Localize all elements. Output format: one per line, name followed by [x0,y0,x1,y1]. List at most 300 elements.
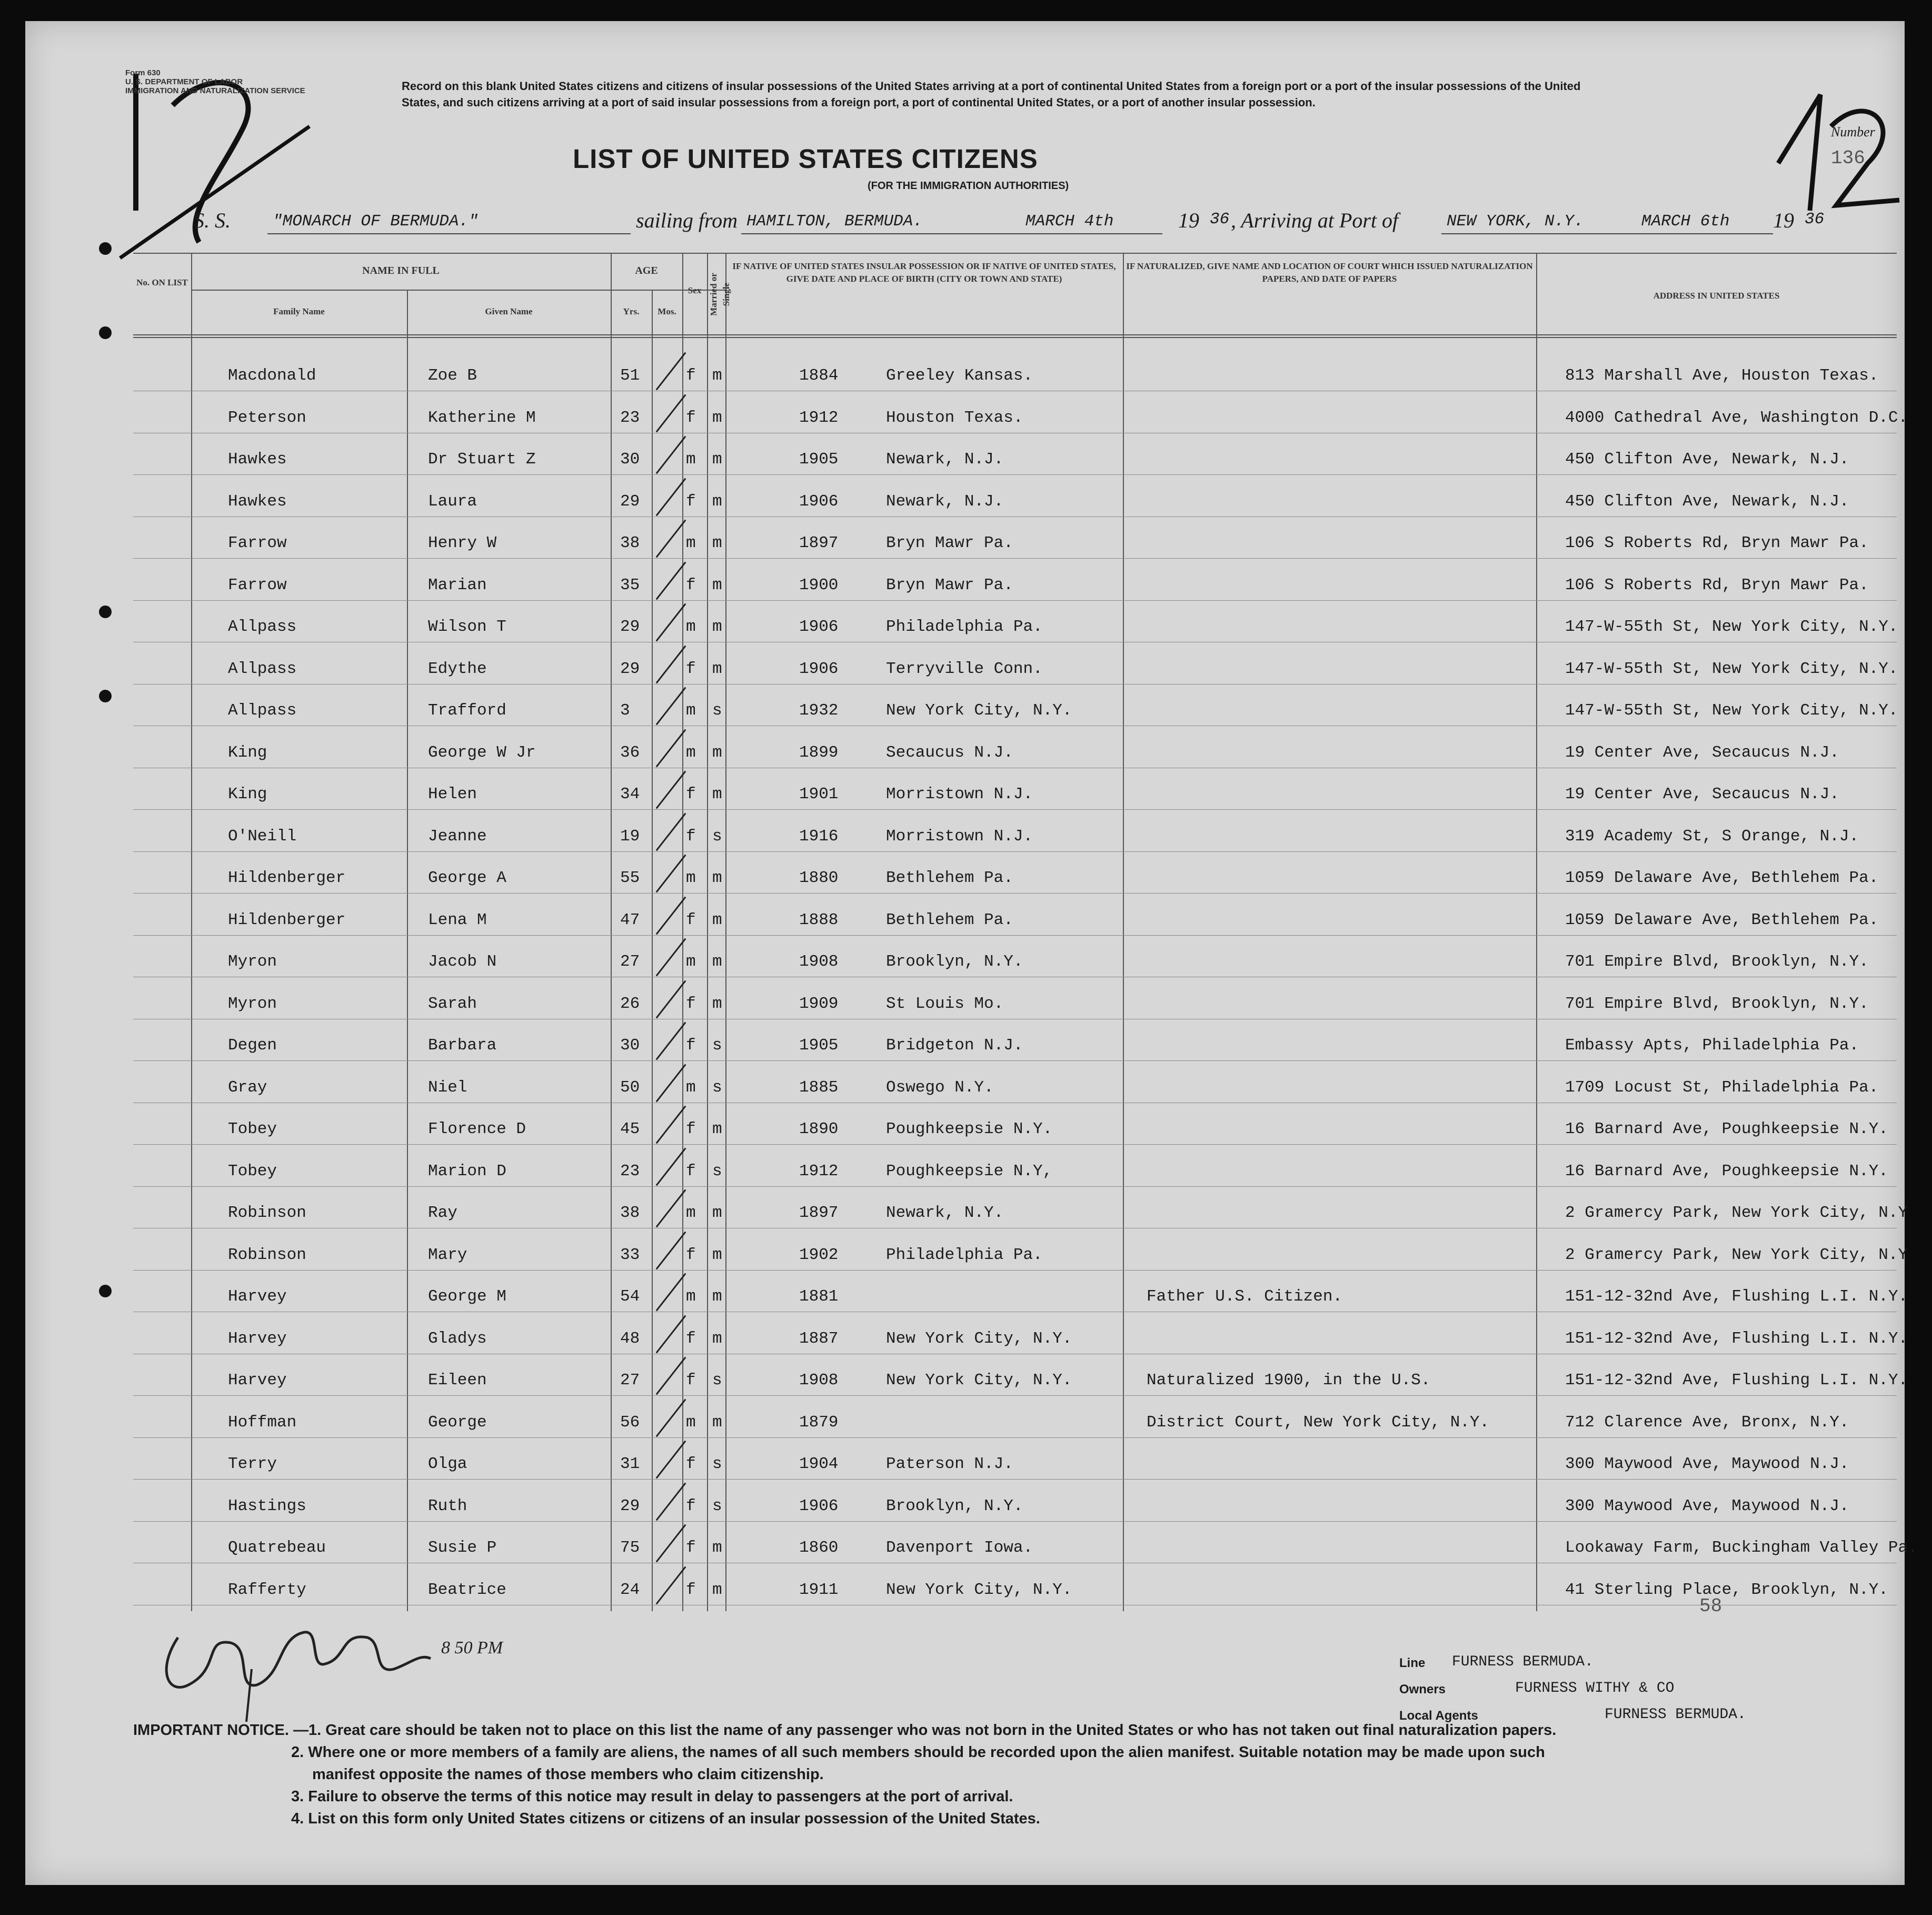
birth-year: 1905 [799,450,839,469]
given-name: George A [428,869,506,887]
table-row [133,1106,1897,1147]
pencil-check-mark [656,1357,686,1395]
sex: m [686,869,696,887]
marital-status: s [712,827,722,846]
sex: m [686,618,696,636]
given-name: Henry W [428,534,497,552]
birth-place: Greeley Kansas. [886,366,1033,385]
pencil-check-mark [656,855,686,893]
table-row [133,436,1897,478]
table-row [133,1190,1908,1231]
agents-label: Local Agents [1399,1709,1478,1723]
pencil-check-mark [656,938,686,977]
age-years: 29 [620,659,640,678]
marital-status: m [712,450,722,469]
family-name: Hildenberger [228,910,346,929]
naturalization: Naturalized 1900, in the U.S. [1147,1371,1431,1390]
table-row [133,520,1897,561]
age-years: 3 [620,701,630,720]
pencil-check-mark [656,478,686,516]
sex: f [686,1120,696,1138]
birth-place: Oswego N.Y. [886,1078,994,1097]
birth-place: Bryn Mawr Pa. [886,576,1013,594]
birth-year: 1880 [799,869,839,887]
birth-year: 1884 [799,366,839,385]
marital-status: m [712,952,722,971]
table-row [133,1357,1908,1398]
table-row [133,604,1897,645]
birth-place: Bryn Mawr Pa. [886,534,1013,552]
birth-year: 1887 [799,1329,839,1348]
important-notice: IMPORTANT NOTICE. —1. Great care should be taken not to place on this list the name of any passenger who was not born in the United States or who has not taken out final naturalization papers. 2. Where one or more members of a family are aliens, the names of all such members should be recorded upon the alien manifest. Suitable notation may be made upon such manifest opposite the names of those members who claim citizenship. 3. Failure to observe the terms of this notice may result in delay to passengers at the port of arrival. 4. List on this form only United States citizens or citizens of an insular possession of the United States. [133,1722,1557,1827]
table-row [133,771,1897,812]
age-years: 51 [620,366,640,385]
pencil-check-mark [656,520,686,558]
pencil-check-mark [656,1064,686,1102]
given-name: Katherine M [428,408,536,427]
given-name: Barbara [428,1036,497,1055]
col-sex-header: Sex [688,285,702,295]
age-years: 29 [620,492,640,511]
birth-year: 1890 [799,1120,839,1138]
marital-status: m [712,659,722,678]
pencil-check-mark [656,436,686,474]
address: 147-W-55th St, New York City, N.Y. [1565,701,1898,720]
age-years: 36 [620,743,640,762]
birth-place: Houston Texas. [886,408,1023,427]
marital-status: m [712,618,722,636]
address: 19 Center Ave, Secaucus N.J. [1565,743,1839,762]
notice-heading: IMPORTANT NOTICE. [133,1722,289,1739]
line-value: FURNESS BERMUDA. [1452,1654,1594,1670]
family-name: Hawkes [228,450,287,469]
marital-status: s [712,1496,722,1515]
arriving-label: , Arriving at Port of [1231,209,1399,232]
family-name: Tobey [228,1120,277,1138]
age-years: 31 [620,1455,640,1473]
sex: m [686,743,696,762]
age-years: 19 [620,827,640,846]
year-prefix-2: 19 [1773,209,1794,232]
pencil-check-mark [656,1482,686,1521]
given-name: Lena M [428,910,487,929]
marital-status: m [712,1287,722,1306]
address: 701 Empire Blvd, Brooklyn, N.Y. [1565,952,1869,971]
given-name: Susie P [428,1539,497,1557]
family-name: Allpass [228,618,297,636]
sex: m [686,1204,696,1222]
birth-year: 1905 [799,1036,839,1055]
family-name: O'Neill [228,827,297,846]
pencil-check-mark [656,352,686,391]
family-name: Allpass [228,701,297,720]
sex: m [686,450,696,469]
form-identifier: Form 630 U. S. DEPARTMENT OF LABOR IMMIGRATION AND NATURALIZATION SERVICE [125,68,305,95]
address: 712 Clarence Ave, Bronx, N.Y. [1565,1413,1849,1432]
marital-status: s [712,1078,722,1097]
birth-year: 1860 [799,1539,839,1557]
birth-year: 1904 [799,1455,839,1473]
col-yrs-header: Yrs. [623,306,640,316]
birth-year: 1900 [799,576,839,594]
page-title: LIST OF UNITED STATES CITIZENS [573,144,1038,174]
port-departure: HAMILTON, BERMUDA. [746,212,923,231]
naturalization: Father U.S. Citizen. [1147,1287,1343,1306]
sex: f [686,366,696,385]
family-name: Degen [228,1036,277,1055]
table-row [133,1567,1897,1608]
age-years: 23 [620,1162,640,1180]
birth-year: 1909 [799,994,839,1013]
age-years: 27 [620,952,640,971]
number-label: Number [1831,124,1875,140]
sex: m [686,952,696,971]
birth-place: New York City, N.Y. [886,1371,1072,1390]
table-row [133,730,1897,771]
sex: f [686,1036,696,1055]
address: Lookaway Farm, Buckingham Valley Pa. [1565,1539,1918,1557]
family-name: King [228,743,267,762]
age-years: 26 [620,994,640,1013]
pencil-check-mark [656,561,686,600]
table-row [133,1023,1897,1064]
voyage-line [178,208,1894,240]
address: 41 Sterling Place, Brooklyn, N.Y. [1565,1580,1888,1599]
marital-status: m [712,743,722,762]
birth-place: New York City, N.Y. [886,1580,1072,1599]
age-years: 47 [620,910,640,929]
pencil-check-mark [656,687,686,726]
sex: f [686,1455,696,1473]
given-name: George [428,1413,487,1432]
sex: m [686,1287,696,1306]
sex: f [686,910,696,929]
address: Embassy Apts, Philadelphia Pa. [1565,1036,1859,1055]
birth-place: Bethlehem Pa. [886,869,1013,887]
sex: f [686,827,696,846]
address: 300 Maywood Ave, Maywood N.J. [1565,1496,1849,1515]
marital-status: m [712,534,722,552]
col-birth-header: IF NATIVE OF UNITED STATES INSULAR POSSESSION OR IF NATIVE OF UNITED STATES, GIVE DATE AND PLACE OF BIRTH (CITY OR TOWN AND STATE) [732,261,1116,284]
ship-prefix: S. S. [194,209,231,232]
age-years: 29 [620,618,640,636]
pencil-check-mark [656,1441,686,1479]
col-family-header: Family Name [273,306,325,316]
birth-year: 1916 [799,827,839,846]
table-row [133,1274,1908,1315]
birth-year: 1911 [799,1580,839,1599]
birth-place: Secaucus N.J. [886,743,1013,762]
marital-status: m [712,1580,722,1599]
birth-year: 1932 [799,701,839,720]
birth-year: 1908 [799,1371,839,1390]
pencil-check-mark [656,394,686,432]
family-name: Gray [228,1078,267,1097]
sex: f [686,659,696,678]
family-name: Robinson [228,1204,306,1222]
family-name: Harvey [228,1287,287,1306]
birth-year: 1902 [799,1245,839,1264]
age-years: 38 [620,1204,640,1222]
marital-status: s [712,1036,722,1055]
col-mos-header: Mos. [658,306,676,316]
address: 1709 Locust St, Philadelphia Pa. [1565,1078,1879,1097]
birth-year: 1881 [799,1287,839,1306]
family-name: Hastings [228,1496,306,1515]
marital-status: m [712,869,722,887]
pencil-check-mark [656,812,686,851]
sex: f [686,1539,696,1557]
sex: f [686,1580,696,1599]
table-row [133,562,1897,603]
address: 1059 Delaware Ave, Bethlehem Pa. [1565,869,1879,887]
age-years: 56 [620,1413,640,1432]
given-name: Jeanne [428,827,487,846]
col-naturalized-header: IF NATURALIZED, GIVE NAME AND LOCATION OF COURT WHICH ISSUED NATURALIZATION PAPERS, AND DATE OF PAPERS [1126,261,1533,284]
agents-value: FURNESS BERMUDA. [1605,1706,1746,1723]
pencil-check-mark [656,603,686,642]
pencil-check-mark [656,1566,686,1604]
given-name: Edythe [428,659,487,678]
birth-place: Bridgeton N.J. [886,1036,1023,1055]
address: 16 Barnard Ave, Poughkeepsie N.Y. [1565,1120,1888,1138]
table-row [133,897,1897,938]
owners-value: FURNESS WITHY & CO [1515,1680,1675,1696]
year-prefix-1: 19 [1178,209,1199,232]
given-name: Trafford [428,701,506,720]
marital-status: s [712,1455,722,1473]
col-given-header: Given Name [485,306,533,316]
address: 147-W-55th St, New York City, N.Y. [1565,618,1898,636]
family-name: Tobey [228,1162,277,1180]
family-name: Harvey [228,1371,287,1390]
table-row [133,479,1897,520]
birth-year: 1912 [799,408,839,427]
address: 106 S Roberts Rd, Bryn Mawr Pa. [1565,576,1869,594]
address: 319 Academy St, S Orange, N.J. [1565,827,1859,846]
sex: f [686,785,696,803]
birth-year: 1885 [799,1078,839,1097]
col-address-header: ADDRESS IN UNITED STATES [1653,291,1780,301]
table-row [133,855,1897,896]
marital-status: m [712,408,722,427]
birth-place: Bethlehem Pa. [886,910,1013,929]
family-name: Farrow [228,576,287,594]
birth-year: 1906 [799,1496,839,1515]
age-years: 34 [620,785,640,803]
pencil-check-mark [656,645,686,683]
sailing-from-label: sailing from [636,209,738,232]
age-years: 45 [620,1120,640,1138]
passenger-table [133,253,1918,1611]
age-years: 35 [620,576,640,594]
age-years: 30 [620,1036,640,1055]
pencil-check-mark [656,1315,686,1353]
table-row [133,1483,1897,1524]
sex: f [686,994,696,1013]
departure-date: MARCH 4th [1025,212,1114,231]
family-name: Harvey [228,1329,287,1348]
given-name: Mary [428,1245,467,1264]
pencil-check-mark [656,729,686,767]
birth-place: Newark, N.J. [886,450,1004,469]
sex: m [686,701,696,720]
given-name: Dr Stuart Z [428,450,536,469]
family-name: Allpass [228,659,297,678]
sex: f [686,1371,696,1390]
departure-year: 36 [1210,210,1230,229]
table-row [133,646,1897,687]
birth-year: 1908 [799,952,839,971]
family-name: King [228,785,267,803]
sex: f [686,492,696,511]
pencil-check-mark [656,1022,686,1060]
birth-place: New York City, N.Y. [886,1329,1072,1348]
address: 4000 Cathedral Ave, Washington D.C. [1565,408,1908,427]
table-row [133,1065,1897,1106]
birth-place: Poughkeepsie N.Y, [886,1162,1053,1180]
address: 106 S Roberts Rd, Bryn Mawr Pa. [1565,534,1869,552]
line-label: Line [1399,1656,1426,1670]
birth-place: Terryville Conn. [886,659,1043,678]
address: 300 Maywood Ave, Maywood N.J. [1565,1455,1849,1473]
marital-status: m [712,785,722,803]
marital-status: m [712,1329,722,1348]
table-row [133,939,1897,980]
sex: f [686,1245,696,1264]
address: 2 Gramercy Park, New York City, N.Y [1565,1204,1908,1222]
birth-place: Poughkeepsie N.Y. [886,1120,1053,1138]
sex: f [686,408,696,427]
address: 1059 Delaware Ave, Bethlehem Pa. [1565,910,1879,929]
col-age-header: AGE [635,265,658,276]
table-row [133,813,1897,855]
given-name: Niel [428,1078,467,1097]
given-name: Beatrice [428,1580,506,1599]
birth-place: Paterson N.J. [886,1455,1013,1473]
table-row [133,1148,1897,1189]
family-name: Farrow [228,534,287,552]
col-name-header: NAME IN FULL [362,265,440,276]
given-name: Eileen [428,1371,487,1390]
birth-year: 1888 [799,910,839,929]
marital-status: m [712,1120,722,1138]
family-name: Rafferty [228,1580,306,1599]
address: 701 Empire Blvd, Brooklyn, N.Y. [1565,994,1869,1013]
given-name: Marian [428,576,487,594]
address: 450 Clifton Ave, Newark, N.J. [1565,492,1849,511]
sex: m [686,1078,696,1097]
table-row [133,1400,1897,1441]
marital-status: m [712,1539,722,1557]
table-row [133,1316,1908,1357]
age-years: 23 [620,408,640,427]
birth-place: Brooklyn, N.Y. [886,1496,1023,1515]
birth-place: St Louis Mo. [886,994,1004,1013]
birth-year: 1906 [799,659,839,678]
marital-status: m [712,492,722,511]
birth-year: 1901 [799,785,839,803]
birth-year: 1879 [799,1413,839,1432]
given-name: George M [428,1287,506,1306]
age-years: 75 [620,1539,640,1557]
given-name: Ruth [428,1496,467,1515]
address: 151-12-32nd Ave, Flushing L.I. N.Y. [1565,1329,1908,1348]
age-years: 33 [620,1245,640,1264]
sex: m [686,1413,696,1432]
marital-status: s [712,1162,722,1180]
family-name: Quatrebeau [228,1539,326,1557]
marital-status: m [712,1245,722,1264]
birth-year: 1897 [799,1204,839,1222]
owners-label: Owners [1399,1682,1446,1696]
sex: f [686,1162,696,1180]
ship-name: "MONARCH OF BERMUDA." [273,212,479,231]
given-name: Olga [428,1455,467,1473]
pencil-check-mark [656,896,686,935]
sex: f [686,576,696,594]
age-years: 27 [620,1371,640,1390]
given-name: Gladys [428,1329,487,1348]
inspector-signature [146,1606,525,1727]
given-name: Florence D [428,1120,526,1138]
pencil-check-mark [656,1524,686,1563]
marital-status: m [712,366,722,385]
family-name: Peterson [228,408,306,427]
birth-place: Philadelphia Pa. [886,618,1043,636]
given-name: Laura [428,492,477,511]
address: 19 Center Ave, Secaucus N.J. [1565,785,1839,803]
table-row [133,1232,1908,1273]
given-name: Jacob N [428,952,497,971]
address: 813 Marshall Ave, Houston Texas. [1565,366,1879,385]
marital-status: s [712,1371,722,1390]
pencil-check-mark [656,1273,686,1312]
given-name: Ray [428,1204,457,1222]
marital-status: m [712,1204,722,1222]
table-row [133,353,1897,394]
col-no-header: No. ON LIST [136,277,188,287]
age-years: 29 [620,1496,640,1515]
birth-year: 1897 [799,534,839,552]
family-name: Terry [228,1455,277,1473]
address: 2 Gramercy Park, New York City, N.Y [1565,1245,1908,1264]
pencil-check-mark [656,1231,686,1269]
address: 151-12-32nd Ave, Flushing L.I. N.Y. [1565,1371,1908,1390]
pencil-check-mark [656,1147,686,1186]
table-row [133,1525,1918,1566]
address: 450 Clifton Ave, Newark, N.J. [1565,450,1849,469]
age-years: 24 [620,1580,640,1599]
age-years: 38 [620,534,640,552]
arrival-date: MARCH 6th [1641,212,1730,231]
marital-status: m [712,994,722,1013]
birth-place: Philadelphia Pa. [886,1245,1043,1264]
arrival-port: NEW YORK, N.Y. [1447,212,1584,231]
table-row [133,395,1908,436]
birth-place: Davenport Iowa. [886,1539,1033,1557]
col-married-header: Married or Single [709,273,731,316]
pencil-check-mark [656,980,686,1018]
given-name: Zoe B [428,366,477,385]
sex: f [686,1496,696,1515]
age-years: 50 [620,1078,640,1097]
number-value: 136 [1831,147,1865,169]
age-years: 30 [620,450,640,469]
naturalization: District Court, New York City, N.Y. [1147,1413,1490,1432]
birth-year: 1912 [799,1162,839,1180]
age-years: 55 [620,869,640,887]
